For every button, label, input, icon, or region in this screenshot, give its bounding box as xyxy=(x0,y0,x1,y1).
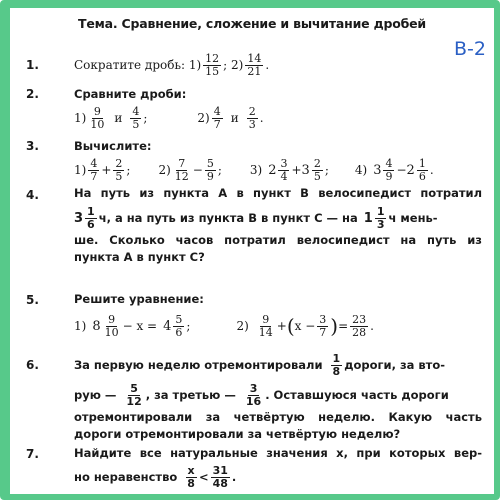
numerator: 5 xyxy=(175,312,183,326)
denominator: 8 xyxy=(187,476,195,490)
end-mark: . xyxy=(429,162,434,177)
operator: < xyxy=(198,469,209,484)
worksheet xyxy=(10,8,494,494)
operator: − xyxy=(396,162,407,177)
whole-part: 2 xyxy=(268,162,277,178)
denominator: 15 xyxy=(205,64,220,78)
numerator: 12 xyxy=(205,51,220,65)
fraction xyxy=(312,158,323,183)
task-line xyxy=(74,155,482,185)
task-body xyxy=(74,186,482,267)
right-paren: ) xyxy=(330,314,339,338)
item-label: 1) xyxy=(74,110,87,125)
task-body xyxy=(74,86,482,133)
whole-part: 3 xyxy=(373,162,382,178)
numerator: 3 xyxy=(319,312,327,326)
denominator: 6 xyxy=(87,217,95,231)
end-mark: . xyxy=(265,57,270,72)
numerator: 1 xyxy=(87,204,95,218)
end-mark: . xyxy=(231,469,237,484)
task-number: 2. xyxy=(26,87,39,101)
item-label: 2) xyxy=(236,318,249,333)
end-mark: . xyxy=(259,110,264,125)
whole-part: 1 xyxy=(363,210,373,226)
task-body xyxy=(74,292,482,343)
separator: ; xyxy=(143,110,148,125)
fraction xyxy=(383,158,394,183)
numerator: 1 xyxy=(376,204,385,218)
denominator: 5 xyxy=(115,169,123,183)
denominator: 14 xyxy=(258,325,273,339)
fraction xyxy=(245,53,263,78)
numerator: 4 xyxy=(132,104,140,118)
variant-label: В-2 xyxy=(454,38,486,60)
denominator: 10 xyxy=(104,325,119,339)
end-mark: ; xyxy=(217,162,222,177)
denominator: 4 xyxy=(280,169,288,183)
task-line: пункта A в пункт C? xyxy=(74,250,205,264)
task-line xyxy=(74,350,482,380)
end-mark: ; xyxy=(126,162,131,177)
whole-part: 8 xyxy=(92,318,101,334)
conjunction: и xyxy=(114,110,123,125)
task-number: 4. xyxy=(26,188,39,202)
task-text: За первую неделю отремонтировали xyxy=(74,357,323,372)
task-text: Вычислите: xyxy=(74,139,152,153)
denominator: 10 xyxy=(90,117,105,131)
operator: = xyxy=(338,318,349,333)
numerator: 5 xyxy=(206,156,214,170)
fraction xyxy=(124,383,143,408)
fraction xyxy=(173,158,191,183)
operator: + xyxy=(276,318,287,333)
end-mark: ; xyxy=(324,162,329,177)
denominator: 9 xyxy=(385,169,393,183)
numerator: 2 xyxy=(313,156,321,170)
denominator: 16 xyxy=(245,394,262,408)
denominator: 12 xyxy=(126,394,142,408)
fraction xyxy=(173,314,184,339)
task-text: Сравните дроби: xyxy=(74,87,187,101)
denominator: 3 xyxy=(248,117,256,131)
fraction xyxy=(85,206,97,231)
numerator: 14 xyxy=(247,51,262,65)
task-text: рую — xyxy=(74,387,117,402)
fraction xyxy=(205,158,216,183)
whole-part: 3 xyxy=(301,162,310,178)
conjunction: и xyxy=(230,110,239,125)
fraction xyxy=(317,314,328,339)
denominator: 7 xyxy=(319,325,327,339)
numerator: 3 xyxy=(280,156,288,170)
task-number: 6. xyxy=(26,358,39,372)
denominator: 3 xyxy=(376,217,385,231)
numerator: x xyxy=(187,463,195,477)
whole-part: 3 xyxy=(74,210,84,226)
numerator: 4 xyxy=(90,156,98,170)
task-text: Решите уравнение: xyxy=(74,292,204,306)
left-paren: ( xyxy=(286,314,295,338)
task-text: ч, а на путь из пункта B в пункт C — на xyxy=(98,210,358,225)
numerator: 9 xyxy=(262,312,270,326)
task-line: Найдите все натуральные значения x, при которых вер- xyxy=(74,446,482,460)
fraction xyxy=(113,158,124,183)
task-line: отремонтировали за четвёртую неделю. Какую часть xyxy=(74,410,482,424)
numerator: 23 xyxy=(352,312,367,326)
fraction xyxy=(257,314,275,339)
fraction xyxy=(185,465,197,490)
item-label: 2) xyxy=(197,110,210,125)
denominator: 12 xyxy=(174,169,189,183)
fraction xyxy=(203,53,221,78)
numerator: 4 xyxy=(213,104,221,118)
denominator: 28 xyxy=(352,325,367,339)
denominator: 48 xyxy=(212,476,228,490)
item-label: 1) xyxy=(74,318,87,333)
task-text: дороги, за вто- xyxy=(344,357,446,372)
task-body xyxy=(74,350,482,444)
fraction xyxy=(331,353,343,378)
equation-text: x − xyxy=(294,318,316,333)
denominator: 9 xyxy=(206,169,214,183)
numerator: 2 xyxy=(248,104,256,118)
numerator: 9 xyxy=(93,104,101,118)
fraction xyxy=(278,158,289,183)
worksheet-title: Тема. Сравнение, сложение и вычитание дробей xyxy=(78,16,426,31)
end-mark: . xyxy=(370,318,374,333)
task-number: 1. xyxy=(26,58,39,72)
numerator: 9 xyxy=(108,312,116,326)
numerator: 31 xyxy=(212,463,228,477)
end-mark: ; xyxy=(186,318,191,333)
denominator: 5 xyxy=(132,117,140,131)
denominator: 5 xyxy=(313,169,321,183)
task-text: , за третью — xyxy=(145,387,236,402)
task-number: 7. xyxy=(26,447,39,461)
equation-text: − x = xyxy=(122,318,158,333)
whole-part: 2 xyxy=(406,162,415,178)
item-label: 3) xyxy=(249,162,263,177)
denominator: 21 xyxy=(247,64,262,78)
operator: − xyxy=(192,162,203,177)
item-label: 4) xyxy=(354,162,368,177)
task-line xyxy=(74,380,482,410)
denominator: 7 xyxy=(90,169,98,183)
task-line xyxy=(74,463,482,491)
fraction xyxy=(103,314,121,339)
task-line: дороги отремонтировали за четвёртую неделю? xyxy=(74,427,401,441)
task-text: ч мень- xyxy=(388,210,438,225)
fraction xyxy=(211,465,230,490)
numerator: 2 xyxy=(115,156,123,170)
task-body xyxy=(74,446,482,491)
fraction xyxy=(88,158,99,183)
task-text: Сократите дробь: 1) xyxy=(74,57,202,72)
numerator: 1 xyxy=(418,156,426,170)
fraction xyxy=(350,314,368,339)
numerator: 5 xyxy=(130,381,138,395)
item-label: 2) xyxy=(158,162,171,177)
denominator: 7 xyxy=(213,117,221,131)
task-line: На путь из пункта A в пункт B велосипедист потратил xyxy=(74,186,482,200)
fraction xyxy=(247,106,258,131)
fraction xyxy=(244,383,263,408)
task-line xyxy=(74,203,482,233)
fraction xyxy=(375,206,387,231)
task-text: но неравенство xyxy=(74,469,178,484)
item-label: 1) xyxy=(74,162,87,177)
task-text: . Оставшуюся часть дороги xyxy=(265,387,449,402)
task-body xyxy=(74,138,482,185)
numerator: 4 xyxy=(385,156,393,170)
task-line: ше. Сколько часов потратил велосипедист на путь из xyxy=(74,233,482,247)
task-body xyxy=(74,50,482,80)
separator: ; 2) xyxy=(223,57,244,72)
task-line xyxy=(74,50,482,80)
fraction xyxy=(417,158,428,183)
denominator: 6 xyxy=(175,325,183,339)
operator: + xyxy=(291,162,302,177)
fraction xyxy=(212,106,223,131)
fraction xyxy=(88,106,106,131)
task-number: 5. xyxy=(26,293,39,307)
numerator: 1 xyxy=(332,351,341,365)
task-line xyxy=(74,309,482,343)
fraction xyxy=(130,106,141,131)
numerator: 3 xyxy=(249,381,258,395)
whole-part: 4 xyxy=(163,318,172,334)
denominator: 6 xyxy=(418,169,426,183)
task-line xyxy=(74,103,482,133)
task-number: 3. xyxy=(26,139,39,153)
numerator: 7 xyxy=(178,156,186,170)
operator: + xyxy=(101,162,112,177)
denominator: 8 xyxy=(332,364,341,378)
